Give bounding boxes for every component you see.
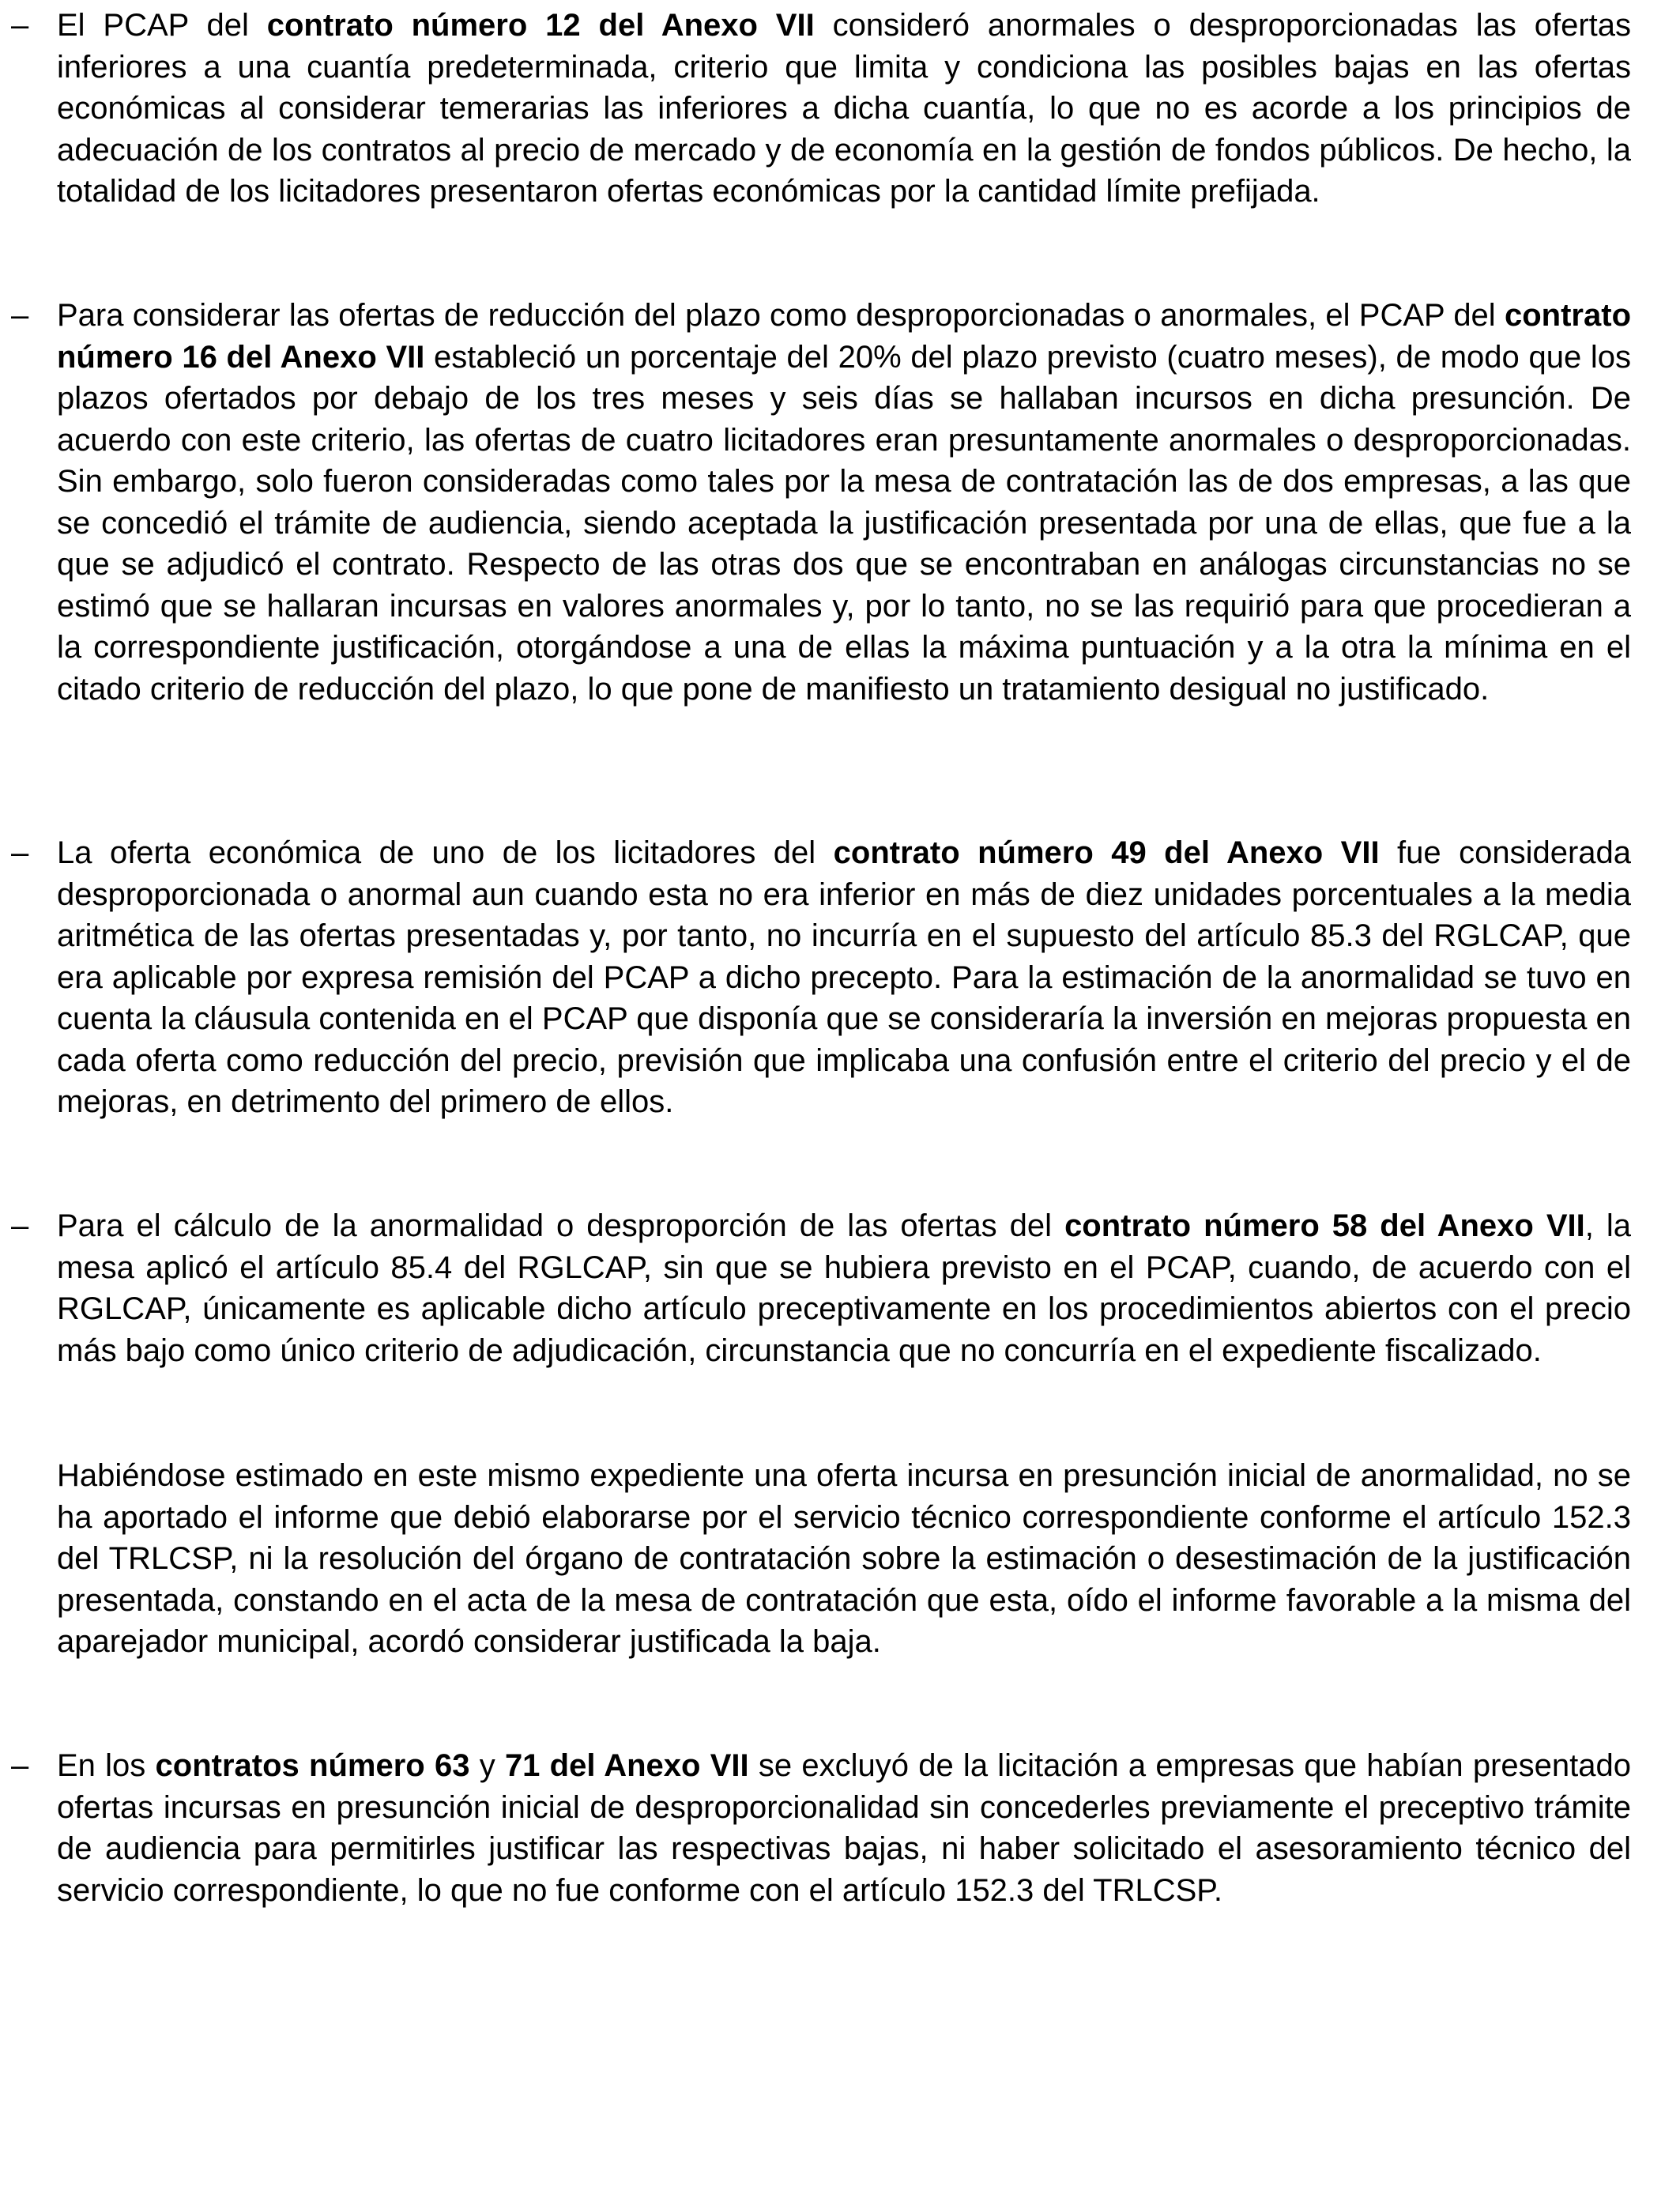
bold-segment: contrato número 16 del Anexo VII bbox=[57, 298, 1631, 375]
text-segment: y bbox=[469, 1748, 505, 1783]
text-segment: Para considerar las ofertas de reducción del plazo como desproporcionadas o anormales, el PCAP del bbox=[57, 298, 1505, 333]
dash-bullet: – bbox=[11, 298, 29, 333]
text-segment: consideró anormales o desproporcionadas las ofertas inferiores a una cuantía predeterminada, criterio que limita y condiciona las posibles bajas en las ofertas económicas al considerar temerarias las inferiores a dicha cuantía, lo que no es acorde a los principios de adecuación de los contratos al precio de mercado y de economía en la gestión de fondos públicos. De hecho, la totalidad de los licitadores presentaron ofertas económicas por la cantidad límite prefijada. bbox=[57, 8, 1631, 209]
paragraph-contrato-49 bbox=[57, 832, 1631, 1123]
bold-segment: contrato número 49 del Anexo VII bbox=[833, 835, 1380, 870]
text-segment: se excluyó de la licitación a empresas que habían presentado ofertas incursas en presunción inicial de desproporcionalidad sin concederles previamente el preceptivo trámite de audiencia para permitirles justificar las respectivas bajas, ni haber solicitado el asesoramiento técnico del servicio correspondiente, lo que no fue conforme con el artículo 152.3 del TRLCSP. bbox=[57, 1748, 1631, 1908]
bold-segment: 71 del Anexo VII bbox=[504, 1748, 749, 1783]
dash-bullet: – bbox=[11, 1748, 29, 1783]
paragraph-habiendose bbox=[57, 1455, 1631, 1663]
bold-segment: contrato número 58 del Anexo VII bbox=[1064, 1208, 1585, 1243]
text-segment: El PCAP del bbox=[57, 8, 267, 43]
text-segment: estableció un porcentaje del 20% del plazo previsto (cuatro meses), de modo que los plazos ofertados por debajo de los tres meses y seis días se hallaban incursos en dicha presunción. De acuerdo con este criterio, las ofertas de cuatro licitadores eran presuntamente anormales o desproporcionadas. Sin embargo, solo fueron consideradas como tales por la mesa de contratación las de dos empresas, a las que se concedió el trámite de audiencia, siendo aceptada la justificación presentada por una de ellas, que fue a la que se adjudicó el contrato. Respecto de las otras dos que se encontraban en análogas circunstancias no se estimó que se hallaran incursas en valores anormales y, por lo tanto, no se las requirió para que procedieran a la correspondiente justificación, otorgándose a una de ellas la máxima puntuación y a la otra la mínima en el citado criterio de reducción del plazo, lo que pone de manifiesto un tratamiento desigual no justificado. bbox=[57, 339, 1631, 707]
text-segment: En los bbox=[57, 1748, 156, 1783]
dash-bullet: – bbox=[11, 8, 29, 43]
bold-segment: contratos número 63 bbox=[155, 1748, 470, 1783]
dash-bullet: – bbox=[11, 835, 29, 870]
text-segment: La oferta económica de uno de los licitadores del bbox=[57, 835, 834, 870]
paragraph-contrato-16 bbox=[57, 295, 1631, 710]
paragraph-contrato-12 bbox=[57, 5, 1631, 213]
text-segment: Para el cálculo de la anormalidad o desproporción de las ofertas del bbox=[57, 1208, 1065, 1243]
bold-segment: contrato número 12 del Anexo VII bbox=[266, 8, 815, 43]
paragraph-contratos-63-71 bbox=[57, 1745, 1631, 1911]
dash-bullet: – bbox=[11, 1208, 29, 1243]
text-segment: fue considerada desproporcionada o anormal aun cuando esta no era inferior en más de diez unidades porcentuales a la media aritmética de las ofertas presentadas y, por tanto, no incurría en el supuesto del artículo 85.3 del RGLCAP, que era aplicable por expresa remisión del PCAP a dicho precepto. Para la estimación de la anormalidad se tuvo en cuenta la cláusula contenida en el PCAP que disponía que se consideraría la inversión en mejoras propuesta en cada oferta como reducción del precio, previsión que implicaba una confusión entre el criterio del precio y el de mejoras, en detrimento del primero de ellos. bbox=[57, 835, 1632, 1119]
text-segment: , la mesa aplicó el artículo 85.4 del RGLCAP, sin que se hubiera previsto en el PCAP, cuando, de acuerdo con el RGLCAP, únicamente es aplicable dicho artículo preceptivamente en los procedimientos abiertos con el precio más bajo como único criterio de adjudicación, circunstancia que no concurría en el expediente fiscalizado. bbox=[57, 1208, 1632, 1368]
text-segment: Habiéndose estimado en este mismo expediente una oferta incursa en presunción inicial de anormalidad, no se ha aportado el informe que debió elaborarse por el servicio técnico correspondiente conforme el artículo 152.3 del TRLCSP, ni la resolución del órgano de contratación sobre la estimación o desestimación de la justificación presentada, constando en el acta de la mesa de contratación que esta, oído el informe favorable a la misma del aparejador municipal, acordó considerar justificada la baja. bbox=[57, 1458, 1631, 1659]
paragraph-contrato-58 bbox=[57, 1205, 1631, 1371]
